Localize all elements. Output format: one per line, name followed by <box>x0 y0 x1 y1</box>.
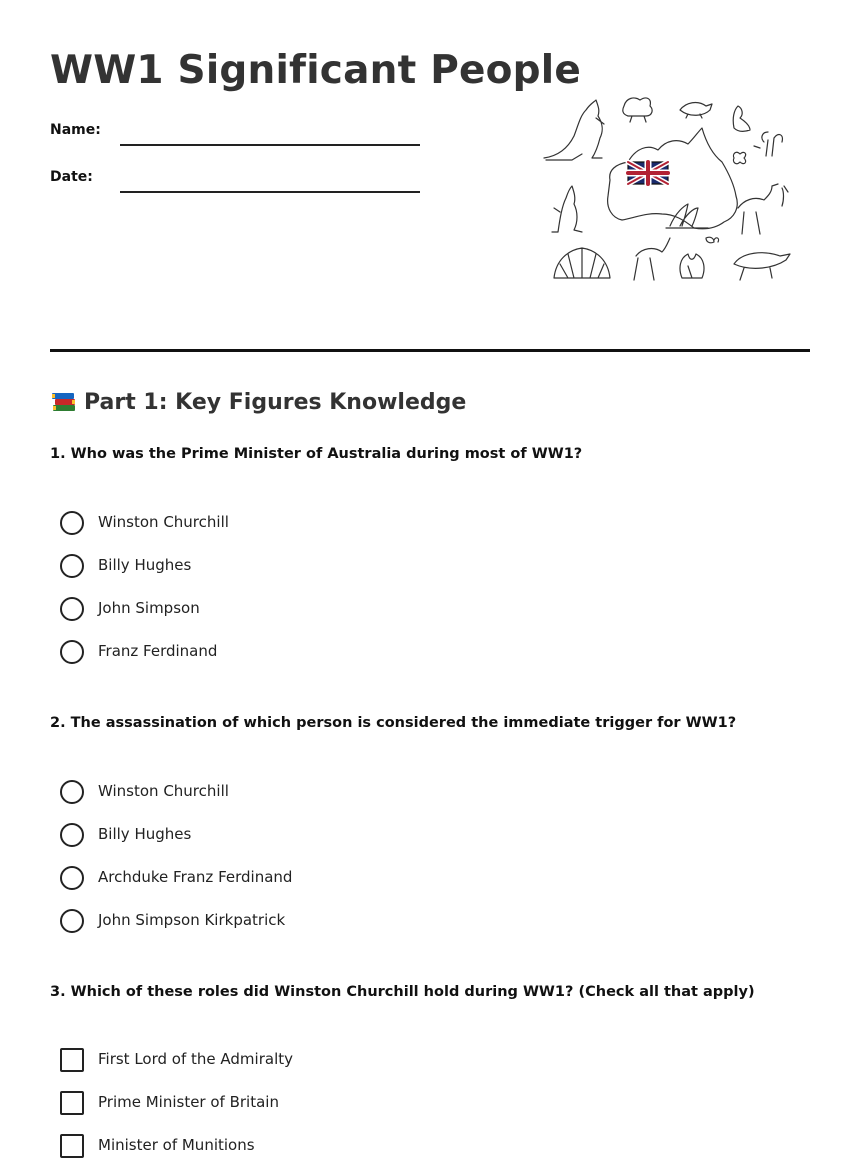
option-label: First Lord of the Admiralty <box>98 1050 293 1068</box>
option-label: Prime Minister of Britain <box>98 1093 279 1111</box>
option-label: Billy Hughes <box>98 556 192 574</box>
part1-heading-text: Part 1: Key Figures Knowledge <box>84 390 467 415</box>
option-label: Winston Churchill <box>98 782 229 800</box>
name-line[interactable] <box>120 144 420 146</box>
date-field[interactable] <box>50 165 430 195</box>
option-label: John Simpson Kirkpatrick <box>98 911 286 929</box>
radio-button[interactable] <box>60 866 84 890</box>
section-divider <box>50 349 810 352</box>
radio-button[interactable] <box>60 780 84 804</box>
emu-bottom-icon <box>634 238 670 280</box>
australia-map-with-native-animals-icon <box>538 88 798 288</box>
question-3-text: 3. Which of these roles did Winston Churchill hold during WW1? (Check all that apply) <box>50 984 755 1000</box>
checkbox[interactable] <box>60 1048 84 1072</box>
name-field[interactable] <box>50 118 430 148</box>
checkbox[interactable] <box>60 1091 84 1115</box>
koala-icon <box>623 98 652 122</box>
checkbox[interactable] <box>60 1134 84 1158</box>
question-1-text: 1. Who was the Prime Minister of Australia during most of WW1? <box>50 446 583 462</box>
union-jack-flag-icon <box>628 162 668 184</box>
option-label: Franz Ferdinand <box>98 642 218 660</box>
kangaroo-icon <box>544 100 604 160</box>
question-2 <box>50 714 830 929</box>
question-3 <box>50 983 830 1154</box>
small-kangaroo-icon <box>552 186 582 232</box>
radio-button[interactable] <box>60 640 84 664</box>
option-label: John Simpson <box>98 599 200 617</box>
flower-icon <box>733 152 745 163</box>
echidna-icon <box>734 253 790 280</box>
australia-map <box>608 128 738 229</box>
option-label: Archduke Franz Ferdinand <box>98 868 293 886</box>
date-label: Date: <box>50 169 93 185</box>
bush-icon <box>680 254 704 278</box>
date-line[interactable] <box>120 191 420 193</box>
name-label: Name: <box>50 122 101 138</box>
radio-button[interactable] <box>60 909 84 933</box>
radio-button[interactable] <box>60 511 84 535</box>
option-label: Winston Churchill <box>98 513 229 531</box>
worksheet-title: WW1 Significant People <box>50 48 581 93</box>
radio-button[interactable] <box>60 823 84 847</box>
question-1 <box>50 445 830 660</box>
bird-icon <box>733 106 750 131</box>
question-2-text: 2. The assassination of which person is considered the immediate trigger for WW1? <box>50 715 737 731</box>
radio-button[interactable] <box>60 554 84 578</box>
option-label: Billy Hughes <box>98 825 192 843</box>
part1-heading <box>50 389 466 415</box>
platypus-icon <box>680 103 712 118</box>
shell-icon <box>554 248 610 278</box>
emu-icon <box>738 184 778 234</box>
tree-icon <box>754 132 782 156</box>
books-icon <box>50 389 78 413</box>
option-label: Minister of Munitions <box>98 1136 255 1154</box>
radio-button[interactable] <box>60 597 84 621</box>
